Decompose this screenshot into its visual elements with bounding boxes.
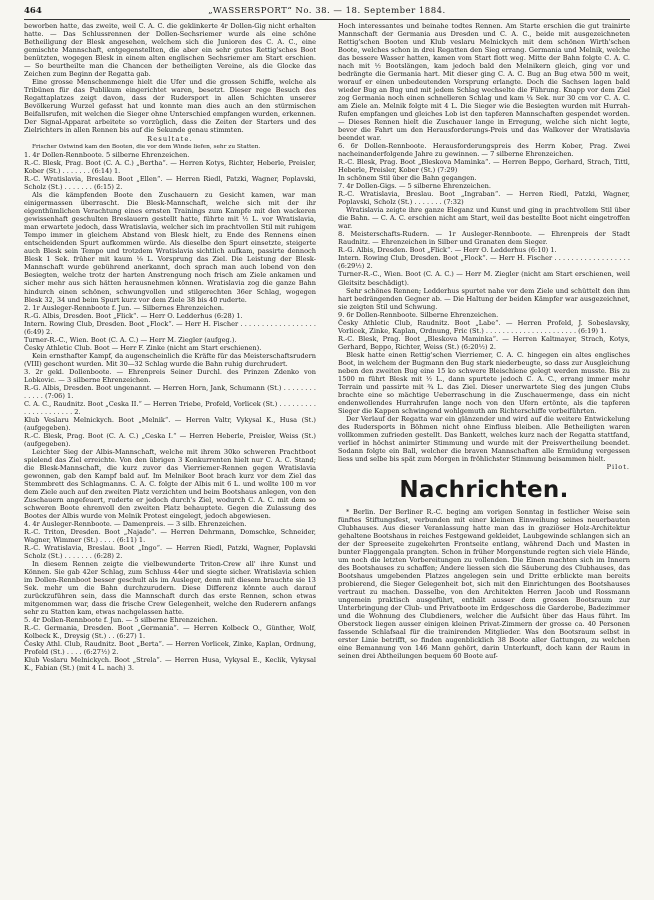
left-column	[24, 22, 316, 894]
paragraph: In diesem Rennen zeigte die vielbewunderte Triton-Crew all' ihre Kunst und Können. Sie gab 42er Schlag, zum Schluss 44er und siegte sicher. Wratislavia schien im Dollen-Rennboot besser geschult als im Ausleger, denn mit diesem brauchte sie 13 Sek. mehr um die Bahn durchzurudern. Diese Differenz könnte auch darauf zurückzuführen sein, dass die Mannschaft durch das erste Rennen, schon etwas mitgenommen war, dass die frische Crew Gelegenheit, welche den Ruderern anfangs sehr zu Statten kam, etwas nachgelassen hatte.	[24, 560, 316, 617]
right-column	[338, 22, 630, 894]
result-entry: R.-C. Wratislavia, Breslau. Boot „Ingraban“. — Herren Riedl, Patzki, Wagner, Poplavski, Scholz (St.) . . . . . . . (7:32)	[338, 190, 630, 207]
result-entry: 4. 4r Ausleger-Rennboote. — Damenpreis. — 3 silb. Ehrenzeichen.	[24, 519, 247, 528]
result-entry: Česky Athletic Club. Boot — Herr F. Zinke (nicht am Start erschienen).	[24, 343, 262, 352]
result-entry: R.-C. Blesk, Prag. Boot „Bleskova Maminka“. — Herren Beppo, Gerhard, Strach, Tittl, Heberle, Preisler, Kober (St.) (7:29)	[338, 158, 630, 175]
section-heading: Resultate.	[147, 135, 193, 144]
paragraph: Leichter Sieg der Albis-Mannschaft, welche mit ihrem 30ko schweren Prachtboot spielend das Ziel erreichte. Von den übrigen 3 Konkurrenten hielt nur C. A. C. Stand; die Blesk-Mannschaft, die kurz zuvor das Vierriemer-Rennen gegen Wratislavia gewonnen, gab den Kampf bald auf. Im Melniker Boot brach kurz vor dem Ziel das Stemmbrett des Schlagmanns. C. A. C. folgte der Albis mit 6 L. und wollte 100 m vor dem Ziele auch auf den zweiten Platz verzichten und beim Bootshaus anlegen, von den Zuschauern angefeuert, ruderte er jedoch durch's Ziel, wodurch C. A. C. mit dem so schweren Boote ehrenvoll den zweiten Platz behauptete. Gegen die Zulassung des Bootes der Albis wurde von Melnik Protest eingelegt, jedoch abgewiesen.	[24, 447, 316, 520]
result-entry: Turner-R.-C., Wien. Boot (C. A. C.) — Herr M. Ziegler (aufgeg.).	[24, 335, 237, 344]
result-entry: Turner-R.-C., Wien. Boot (C. A. C.) — Herr M. Ziegler (nicht am Start erschienen, weil Gleitsitz beschädigt).	[338, 270, 630, 287]
result-entry: 3. 2r gekl. Dollenboote. — Ehrenpreis Seiner Durchl. des Prinzen Zdenko von Lobkovic. — 3 silberne Ehrenzeichen.	[24, 367, 316, 384]
paragraph: Hoch interessantes und beinahe todtes Rennen. Am Starte erschien die gut trainirte Mannschaft der Germania aus Dresden und C. A. C., beide mit ausgezeichneten Rettig'schen Booten und Klub veslaru Melnickych mit dem schönen Wirth'schen Boote, welches schon in drei Regatten den Sieg errang. Germania und Melnik, welche das bessere Wasser hatten, kamen vom Start flott weg. Mitte der Bahn folgte C. A. C. nach mit ½ Bootslängen, kam jedoch bald den Melnikern gleich, ging vor und bedrängte die Germania hart. Mit dieser ging C. A. C. Bug an Bug etwa 500 m weit, worauf er einen unbedeutenden Vorsprung erlangte. Doch die Sachsen lagen bald wieder Bug an Bug und mit jedem Schlag wechselte die Führung. Knapp vor dem Ziel zog Germania noch einen schnelleren Schlag und kam ¼ Sek. nur 30 cm vor C. A. C. am Ziele an. Melnik folgte mit 4 L. Die Sieger wie die Besiegten wurden mit Hurrah-Rufen empfangen und gleiches Lob ist den tapferen Mannschaften gespendet worden. — Dieses Rennen hielt die Zuschauer lange in Erregung, welche sich nicht legte, bevor die Fahrt um den Herausforderungs-Preis und das Walkover der Wratislavia beendet war.	[338, 22, 630, 143]
result-entry: R.-G. Albis, Dresden. Boot „Flick“. — Herr O. Ledderhus (6:10) 1.	[338, 246, 557, 255]
result-entry: Klub Veslaru Melnickych. Boot „Melnik“. — Herren Valtr, Vykysal K., Husa (St.) (aufgegeben).	[24, 415, 316, 432]
result-entry: R.-C. Blesk, Prag. Boot (C. A. C.) „Bertha“. — Herren Kotys, Richter, Heberle, Preisler, Kober (St.) . . . . . . . (6:14) 1.	[24, 159, 316, 176]
page-header	[24, 4, 630, 18]
paragraph: Wratislavia zeigte ihre ganze Eleganz und Kunst und ging in prachtvollem Stil über die Bahn. — C. A. C. erschien nicht am Start, weil das bestellte Boot nicht eingetroffen war.	[338, 206, 630, 231]
result-entry: R.-C. Wratislavia, Breslau. Boot „Ingo“. — Herren Riedl, Patzki, Wagner, Poplavski Scholz (St.) . . . . . . . (6:28) 2.	[24, 544, 316, 561]
running-title: „WASSERSPORT“ No. 38. — 18. September 1884.	[208, 6, 446, 16]
paragraph: Als die kämpfenden Boote den Zuschauern zu Gesicht kamen, war man einigermassen überrascht. Die Blesk-Mannschaft, welche sich mit der ihr eigenthümlichen Verachtung eines ernsten Trainings zum Kampfe mit den wackeren gewissenhaft geschulten Breslauern gestellt hatte, führte mit ½ L. vor Wratislavia, man erwartete jedoch, dass Wratislavia, welcher sich im prachtvollen Stil mit ruhigem Tempo immer in gleichem Abstand von Blesk hielt, zu Ende des Rennens einen entscheidenden Spurt aufkommen würde. Als dieselbe den Spurt einsetzte, steigerte auch Blesk sein Tempo und trotzdem Wratislavia sichtlich aufkam, passirte dennoch Blesk 1 Sek. früher mit kaum ⅛ L. Vorsprung das Ziel. Die Leistung der Blesk-Mannschaft wurde gebührend anerkannt, doch sprach man auch lobend von den Besiegten, welche trotz der harten Anstrengung noch frisch am Ziele ankamen und sicher mehr aus sich hätten herausnehmen können. Wratislavia zog die ganze Bahn hindurch einen schönen, schwungvollen und stilgerechten 36er Schlag, wogegen Blesk 32, 34 und beim Spurt kurz vor dem Ziele 38 bis 40 ruderte.	[24, 191, 316, 304]
result-entry: R.-G. Albis, Dresden. Boot „Flick“. — Herr O. Ledderhus (6:28) 1.	[24, 311, 243, 320]
paragraph: Blesk hatte einen Rettig'schen Vierriemer, C. A. C. hingegen ein altes englisches Boot, in welchem der Bugmann den Bug stark niederbeugte, so dass zur Ausgleichung neben den zweiten Bug eine 15 ko schwere Bleischiene gelegt werden musste. Bis zu 1500 m führt Blesk mit ½ L., dann spurtete jedoch C. A. C., errang immer mehr Terrain und passirte mit ¾ L. das Ziel. Dieser unerwartete Sieg des jungen Clubs brachte eine so mächtige Ueberraschung in die Zuschauermenge, dass ein nicht endenwollendes Hurrahrufen lange noch von den Ufern ertönte, als die tapferen Sieger die Kappen schwingend wohlgemuth am Richterschiffe vorbeiführten.	[338, 350, 630, 415]
paragraph: * Berlin. Der Berliner R.-C. beging am vorigen Sonntag in festlicher Weise sein fünftes Stiftungsfest, verbunden mit einer kleinen Einweihung seines neuerbauten Clubhauses. Aus dieser Veranlassung hatte man das in graziöser Holz-Architektur gehaltene Bootshaus in reiches Festgewand gekleidet, Laubgewinde schlangen sich an der der Spreeseite zugekehrten Frontseite entlang, während Dach und Masten in bunter Flaggengala prangten. Schon in früher Morgenstunde regten sich viele Hände, um noch die letzten Vorbereitungen zu vollenden. Die Einen machten sich im Innern des Bootshauses zu schaffen; Andere liessen sich die Säuberung des Clubhauses, das Bootshaus umgebenden Platzes angelegen sein und Dritte erblickte man bereits probierend, die Sieger Gelegenheit bot, sich mit den Einrichtungen des Bootshauses vertraut zu machen. Dasselbe, von den Architekten Herren Jacob und Rossmann ungemein praktisch ausgeführt, enthält ausser dem grossen Bootsraum zur Unterbringung der Club- und Privatboote im Erdgeschoss die Garderobe, Badezimmer und die Wohnung des Clubdieners, welcher die Aufsicht über das Haus führt. Im Oberstock liegen ausser einigen kleinen Privat-Zimmern der grosse ca. 40 Personen fassende Schlafsaal für die trainirenden Mitglieder. Was den Bootsraum selbst in erster Linie betrifft, so finden augenblicklich 38 Boote aller Gattungen, zu welchen eine Bemannung von 146 Mann gehört, darin Unterkunft, doch kann der Raum in seinen drei Abtheilungen bequem 60 Boote auf-	[338, 507, 630, 661]
result-entry: 1. 4r Dollen-Rennboote. 5 silberne Ehrenzeichen.	[24, 151, 190, 160]
result-entry: 5. 4r Dollen-Rennboote f. Jun. — 5 silberne Ehrenzeichen.	[24, 616, 218, 625]
result-entry: Česky Athletic Club, Raudnitz. Boot „Labe“. — Herren Profeld, J. Sobeslavsky, Vorlicek, Zinke, Kaplan, Ordnung, Fric (St.) . . . . . . . . . . . . . . . . . . . . . . (6:19) 1.	[338, 318, 630, 335]
paragraph: Der Verlauf der Regatta war ein glänzender und wird auf die weitere Entwickelung des Rudersports in Böhmen nicht ohne Einfluss bleiben. Alle Betheiligten waren vollkommen zufrieden gestellt. Das Bankett, welches kurz nach der Regatta stattfand, verlief in höchst animirter Stimmung und wurde mit der Preisvertheilung beendet. Sodann folgte ein Ball, welcher die braven Mannschaften alle Ermüdung vergessen liess und selbe bis spät zum Morgen in fröhlichster Stimmung beisammen hielt.	[338, 414, 630, 463]
result-entry: Intern. Rowing Club, Dresden. Boot „Flock“. — Herr H. Fischer . . . . . . . . . . . . . . . . . . (6:29½) 2.	[338, 254, 630, 271]
result-entry: R.-C. Triton, Dresden. Boot „Najade“. — Herren Dehrmann, Domschke, Schneider, Wagner, Wimmer (St.) . . . . (6:11) 1.	[24, 527, 316, 544]
result-entry: Česky Athl. Club, Raudnitz. Boot „Berta“. — Herren Vorlicek, Zinke, Kaplan, Ordnung, Profeld (St.) . . . . (6:27½) 2.	[24, 640, 316, 657]
paragraph: Kein ernsthafter Kampf, da augenscheinlich die Kräfte für das Meisterschaftsrudern (VIII) geschont wurden. Mit 30—32 Schlag wurde die Bahn ruhig durchrudert.	[24, 351, 316, 368]
paragraph: beworben hatte, das zweite, weil C. A. C. die geklinkerte 4r Dollen-Gig nicht erhalten hatte. — Das Schlussrennen der Dollen-Sechsriemer wurde als eine schöne Betheiligung der Blesk angesehen, welchem sich die Junioren des C. A. C., eine gemischte Mannschaft, entgegenstellten, die aber ein sehr gutes Rettig'sches Boot benützten, wogegen Blesk in einem alten englischen Sechsriemer am Start erschien. — So beurtheilte man die Chancen der betheiligten Vereine, als die Glocke das Zeichen zum Beginn der Regatta gab.	[24, 22, 316, 79]
result-entry: R.-C. Blesk, Prag. Boot „Bleskova Maminka“. — Herren Kaltmayer, Strach, Kotys, Gerhard, Beppo, Richter, Weiss (St.) (6:20½) 2.	[338, 334, 630, 351]
result-entry: R.-G. Albis, Dresden. Boot ungenannt. — Herren Horn, Jank, Schumann (St.) . . . . . . . . . . . . . (7:06) 1.	[24, 383, 316, 400]
result-entry: Klub Veslaru Melnickych. Boot „Strela“. — Herren Husa, Vykysal E., Keclik, Vykysal K., Fabian (St.) (mit 4 L. nach) 3.	[24, 656, 316, 673]
result-entry: R.-C. Wratislavia, Breslau. Boot „Ellen“. — Herren Riedl, Patzki, Wagner, Poplavski, Scholz (St.) . . . . . . . (6:15) 2.	[24, 175, 316, 192]
signature: Pilot.	[606, 462, 630, 471]
result-entry: 2. 1r Ausleger-Rennboote f. Jun. — Silbernes Ehrenzeichen.	[24, 303, 224, 312]
result-entry: 7. 4r Dollen-Gigs. — 5 silberne Ehrenzeichen.	[338, 182, 491, 191]
note-line: Frischer Ostwind kam den Booten, die vor dem Winde liefen, sehr zu Statten.	[32, 144, 261, 151]
paragraph: Sehr schönes Rennen; Ledderhus spurtet nahe vor dem Ziele und schüttelt den ihm hart bedrängenden Gegner ab. — Die Haltung der beiden Kämpfer war ausgezeichnet, sie zeigten Stil und Schwung.	[338, 286, 630, 311]
section-title: Nachrichten.	[399, 476, 569, 503]
result-entry: R.-C. Blesk, Prag. Boot (C. A. C.) „Ceska I.“ — Herren Heberle, Preisler, Weiss (St.) (aufgegeben).	[24, 431, 316, 448]
result-entry: 9. 6r Dollen-Rennboote. Silberne Ehrenzeichen.	[338, 310, 499, 319]
result-entry: 8. Meisterschafts-Rudern. — 1r Ausleger-Rennboote. — Ehrenpreis der Stadt Raudnitz. — Ehrenzeichen in Silber und Granaten dem Sieger.	[338, 230, 630, 247]
paragraph: Eine grosse Menschenmenge hielt die Ufer und die grossen Schiffe, welche als Tribünen für das Publikum eingerichtet waren, besetzt. Dieser rege Besuch des Regattaplatzes zeigt davon, dass der Rudersport in allen Schichten unserer Bevölkerung Wurzel gefasst hat und konnte man dies auch an den stürmischen Beifallsrufen, mit welchen die Sieger ohne Unterschied empfangen wurden, erkennen. Der Signal-Apparat arbeitete so vorzüglich, dass die Zeiten der Starters und des Zielrichters in allen Rennen bis auf die Sekunde genau stimmten.	[24, 78, 316, 135]
result-entry: In schönem Stil über die Bahn gegangen.	[338, 174, 477, 183]
result-entry: C. A. C., Raudnitz. Boot „Ceska II.“ — Herren Triebe, Profeld, Vorlicek (St.) . . . . . . . . . . . . . . . . . . . . . 2.	[24, 399, 316, 416]
page-number: 464	[24, 6, 42, 16]
result-entry: R.-C. Germania, Dresden. Boot „Germania“. — Herren Kolbeck O., Günther, Wolf, Kolbeck K., Dreysig (St.) . . (6:27) 1.	[24, 624, 316, 641]
result-entry: 6. 6r Dollen-Rennboote. Herausforderungspreis des Herrn Kober, Prag. Zwei nacheinanderfolgende Jahre zu gewinnen. — 7 silberne Ehrenzeichen.	[338, 142, 630, 159]
result-entry: Intern. Rowing Club, Dresden. Boot „Flock“. — Herr H. Fischer . . . . . . . . . . . . . . . . . . (6:49) 2.	[24, 319, 316, 336]
header-rule	[24, 19, 630, 20]
